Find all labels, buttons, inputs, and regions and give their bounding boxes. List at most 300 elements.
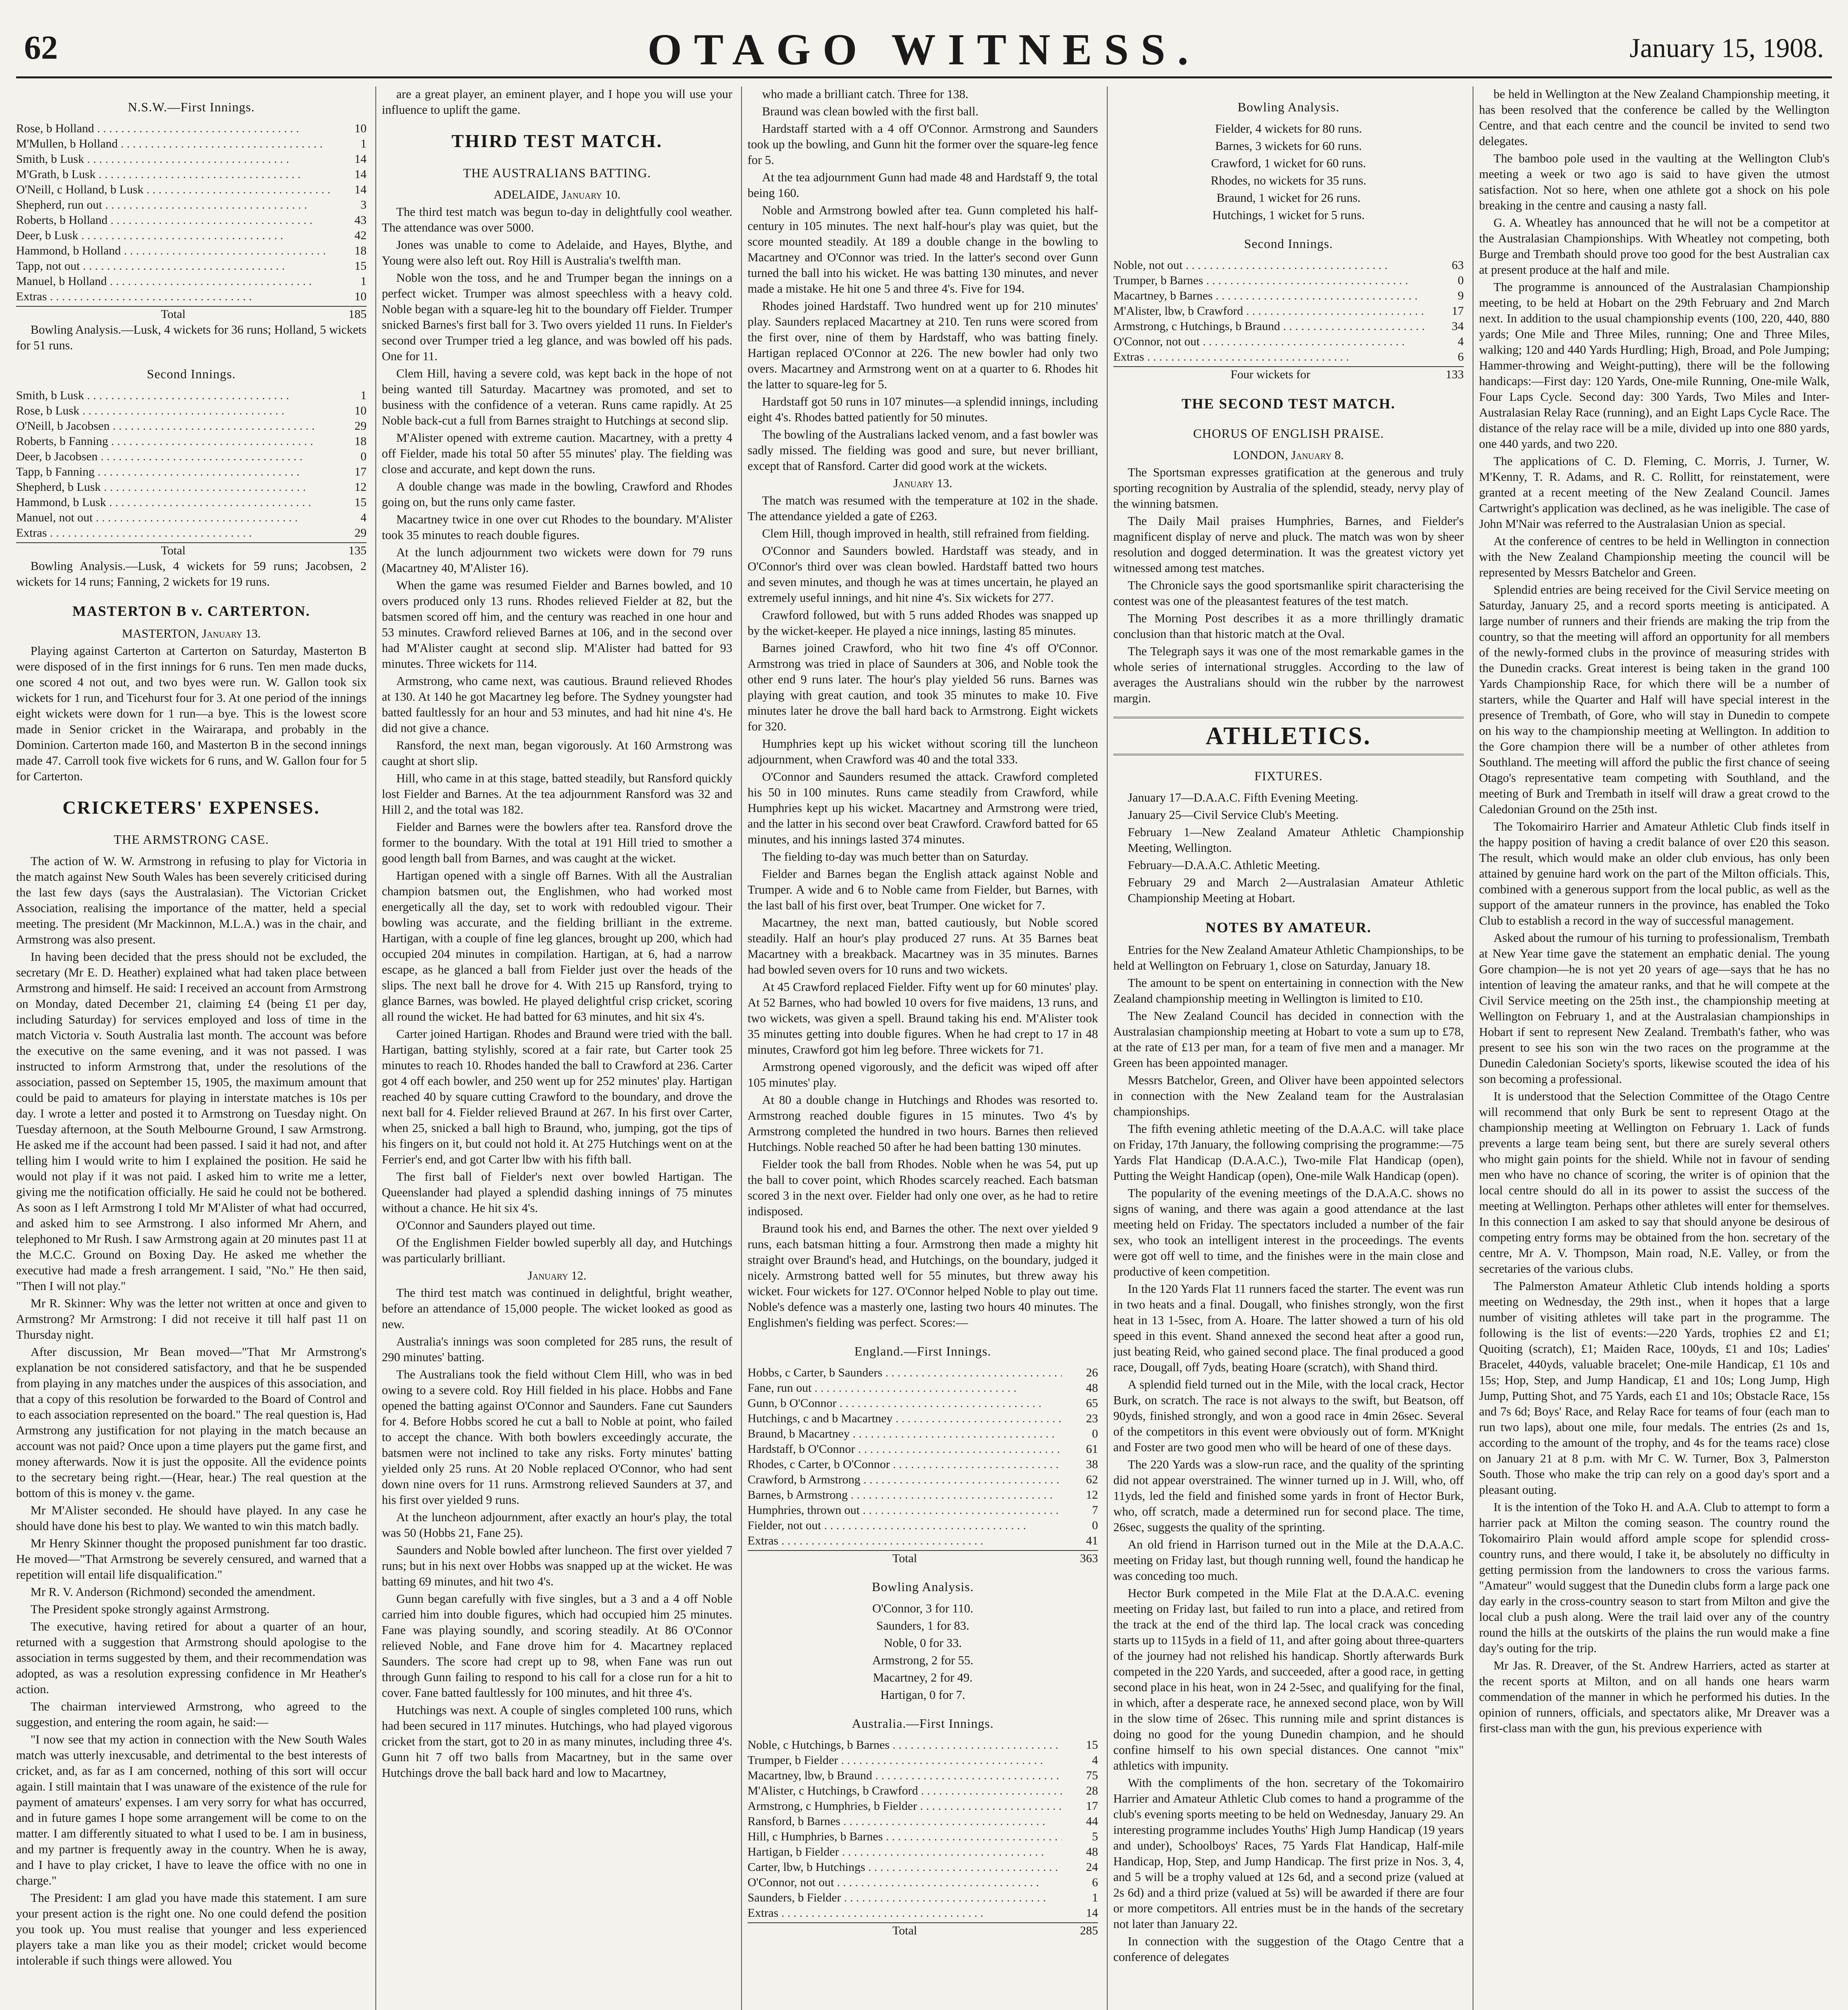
runs: 4 [361, 511, 367, 524]
list-item: Crawford, 1 wicket for 60 runs. [1211, 156, 1366, 170]
runs: 17 [354, 465, 367, 478]
score-row [748, 1860, 1098, 1875]
article-paragraph: The third test match was continued in delightful, bright weather, before an attendance of 15,000 people. The wicket looked as good as new. [382, 1286, 732, 1331]
list-item: February 1—New Zealand Amateur Athletic Championship Meeting, Wellington. [1128, 825, 1464, 855]
score-row [748, 1799, 1098, 1814]
runs: 6 [1092, 1876, 1098, 1889]
article-paragraph: Mr Jas. R. Dreaver, of the St. Andrew Harriers, acted as starter at the recent sports at Milton, and on all hands one hears warm commendation of the manner in which he performed his duties. In the opinion of runners, officials, and spectators alike, Mr Dreaver was a first-class man with the gun, his previous experience with [1479, 1659, 1830, 1735]
runs: 42 [354, 229, 367, 242]
batsman-name: Hill, c Humphries, b Barnes . . . [748, 1829, 1062, 1844]
article-paragraph: At 80 a double change in Hutchings and Rhodes was resorted to. Armstrong reached double figures in 15 minutes. Two 4's by Armstrong completed the hundred in two hours. Barnes then relieved Hutchings. Noble reached 50 after he had been batting 130 minutes. [748, 1093, 1098, 1154]
runs: 24 [1086, 1860, 1098, 1874]
batsman-name: Shepherd, run out . . . [16, 197, 330, 213]
dateline: ADELAIDE, January 10. [494, 188, 621, 201]
scoreboard-heading: Bowling Analysis. [1237, 100, 1340, 114]
score-row [16, 121, 367, 136]
score-row [16, 434, 367, 449]
batsman-name: Fane, run out . . . [748, 1380, 1062, 1396]
scorecard [16, 388, 367, 541]
article-paragraph: At 45 Crawford replaced Fielder. Fifty went up for 60 minutes' play. At 52 Barnes, who had bowled 10 overs for five maidens, 13 runs, and two wickets, was given a spell. Braund taking his end. M'Alister took 35 minutes getting into double figures. When he had crept to 17 in 48 minutes, Crawford got him leg before. Three wickets for 71. [748, 980, 1098, 1056]
article-paragraph: O'Connor and Saunders bowled. Hardstaff was steady, and in O'Connor's third over was clean bowled. Hardstaff batted two hours and seven minutes, and though he was at times uncertain, he played an extremely useful innings, and hit nine 4's. Six wickets for 277. [748, 544, 1098, 605]
batsman-name: O'Connor, not out . . . [748, 1875, 1062, 1890]
batsman-name: Crawford, b Armstrong . . . [748, 1472, 1062, 1487]
issue-date: January 15, 1908. [1629, 33, 1824, 63]
article-paragraph: Ransford, the next man, began vigorously. At 160 Armstrong was caught at short slip. [382, 738, 732, 768]
article-paragraph: Mr M'Alister seconded. He should have played. In any case he should have done his best to play. We wanted to win this match badly. [16, 1503, 367, 1533]
article-paragraph: Jones was unable to come to Adelaide, and Hayes, Blythe, and Young were also left out. Roy Hill is Australia's twelfth man. [382, 238, 732, 267]
article-paragraph: The fifth evening athletic meeting of the D.A.A.C. will take place on Friday, 17th January, the following comprising the programme:—75 Yards Flat Handicap (D.A.A.C.), Two-mile Flat Handicap (open), Putting the Weight Handicap (open), One-mile Walk Handicap (open). [1113, 1122, 1464, 1183]
batsman-name: Deer, b Lusk . . . [16, 228, 330, 243]
article-heading: THIRD TEST MATCH. [451, 131, 663, 151]
article-paragraph: Hill, who came in at this stage, batted steadily, but Ransford quickly lost Fielder and Barnes. At the tea adjournment Ransford was 32 and Hill 2, and the total was 182. [382, 771, 732, 816]
batsman-name: Tapp, b Fanning . . . [16, 464, 330, 480]
scoreboard-heading: N.S.W.—First Innings. [128, 100, 255, 114]
batsman-name: O'Connor, not out . . . [1113, 334, 1428, 349]
batsman-name: O'Neill, b Jacobsen . . . [16, 418, 330, 434]
list-item: Noble, 0 for 33. [884, 1636, 962, 1650]
article-paragraph: G. A. Wheatley has announced that he will not be a competitor at the Australasian Championships. With Wheatley not competing, both Burge and Trembath should prove too good for the best Australian cax at present produce at the half and mile. [1479, 216, 1830, 277]
score-row [748, 1737, 1098, 1753]
article-heading: MASTERTON B v. CARTERTON. [72, 603, 310, 619]
article-paragraph: Armstrong, who came next, was cautious. Braund relieved Rhodes at 130. At 140 he got Macartney leg before. The Sydney youngster had batted faultlessly for an hour and 53 minutes, and had hit nine 4's. He did not give a chance. [382, 674, 732, 735]
runs: 6 [1458, 350, 1464, 363]
article-paragraph: The popularity of the evening meetings of the D.A.A.C. shows no signs of waning, and there was again a good attendance at the last meeting held on Friday. The spectators included a number of the fair sex, who took an intelligent interest in the proceedings. The events were got off well to time, and the finishes were in the main close and productive of keen competition. [1113, 1186, 1464, 1278]
score-row [16, 213, 367, 228]
batsman-name: Carter, lbw, b Hutchings . . . [748, 1860, 1062, 1875]
article-paragraph: Australia's innings was soon completed for 285 runs, the result of 290 minutes' batting. [382, 1335, 732, 1364]
batsman-name: Rose, b Holland . . . [16, 121, 330, 136]
bowling-list [748, 1601, 1098, 1703]
article-paragraph: At the conference of centres to be held in Wellington in connection with the New Zealand Championship meeting the council will be represented by Messrs Batchelor and Green. [1479, 534, 1830, 579]
article-paragraph: Rhodes joined Hardstaff. Two hundred went up for 210 minutes' play. Saunders replaced Macartney at 210. Ten runs were scored from the first over, nine of them by Hardstaff, who was batting finely. Hartigan replaced O'Connor at 226. The new bowler had only two overs. Macartney and Armstrong went on at a quarter to 6. Rhodes hit the latter to square-leg for 5. [748, 299, 1098, 391]
scorecard [748, 1365, 1098, 1549]
article-paragraph: The third test match was begun to-day in delightfully cool weather. The attendance was over 5000. [382, 205, 732, 234]
article-paragraph: Noble and Armstrong bowled after tea. Gunn completed his half-century in 105 minutes. The next half-hour's play was quiet, but the score mounted steadily. At 189 a double change in the bowling to Macartney and O'Connor was tried. In the latter's second over Gunn turned the ball into his wicket. He was batting 130 minutes, and never made a mistake. He hit one 5 and three 4's. Five for 194. [748, 203, 1098, 295]
batsman-name: Noble, not out . . . [1113, 258, 1428, 273]
column-3 [748, 86, 1098, 2010]
batsman-name: Hartigan, b Fielder . . . [748, 1844, 1062, 1860]
score-row [1113, 304, 1464, 319]
score-row [748, 1487, 1098, 1503]
runs: 4 [1458, 335, 1464, 348]
runs: 63 [1452, 258, 1464, 272]
score-row [748, 1503, 1098, 1518]
article-paragraph: The New Zealand Council has decided in connection with the Australasian championship meeting at Hobart to vote a sum up to £78, at the rate of £13 per man, for a team of five men and a manager. Mr Green has been appointed manager. [1113, 1009, 1464, 1070]
batsman-name: Smith, b Lusk . . . [16, 152, 330, 167]
score-row [748, 1814, 1098, 1829]
runs: 3 [361, 198, 367, 211]
column-2 [382, 86, 732, 2010]
score-total: Total 135 [16, 542, 367, 558]
column-rule [1107, 86, 1108, 2010]
score-row [748, 1533, 1098, 1549]
article-paragraph: The Palmerston Amateur Athletic Club intends holding a sports meeting on Wednesday, the 29th inst., when it hopes that a large number of visiting athletes will take part in the programme. The following is the list of events:—220 Yards, trophies £2 and £1; Quoiting (scratch), £1; Maiden Race, 100yds, £1 and 10s; Ladies' Bracelet, 440yds, valuable bracelet; One-mile Handicap, £1 10s and 15s; Hop, Step, and Jump Handicap, £1 and 10s; Long Jump, High Jump, Putting Shot, and 75 Yards, each £1 and 10s; Obstacle Race, 15s and 7s 6d; Boys' Race, and Relay Race for teams of four (each man to run two laps), about one mile, four medals. The entries (2s and 1s, according to the amount of the trophy, and 4s for the teams race) close on January 21 at 8 p.m. with Mr C. W. Turner, Box 3, Palmerston South. Those who make the trip can rely on a good day's sport and a pleasant outing. [1479, 1279, 1830, 1497]
article-paragraph: At the tea adjournment Gunn had made 48 and Hardstaff 9, the total being 160. [748, 170, 1098, 200]
runs: 14 [354, 183, 367, 196]
runs: 29 [354, 526, 367, 539]
batsman-name: Fielder, not out . . . [748, 1518, 1062, 1533]
article-paragraph: Messrs Batchelor, Green, and Oliver have been appointed selectors in connection with the New Zealand team for the Australasian championships. [1113, 1073, 1464, 1118]
list-item: Braund, 1 wicket for 26 runs. [1216, 191, 1361, 205]
article-paragraph: It is understood that the Selection Committee of the Otago Centre will recommend that only Burk be sent to represent Otago at the championship meeting at Wellington on February 1. Lack of funds prevents a large team being sent, but there are surely several others who might gain points for the shield. While not in favour of sending men who have no chance of scoring, the writer is of opinion that the local centre should do all in its power to assist the success of the meeting at Wellington. Perhaps other athletes will enter for themselves. In this connection I am asked to say that should anyone be desirous of competing entry forms may be obtained from the hon. secretary of the centre, Mr A. V. Thompson, Main road, N.E. Valley, or from the secretaries of the various clubs. [1479, 1089, 1830, 1276]
score-row [748, 1472, 1098, 1487]
article-paragraph: The Sportsman expresses gratification at the generous and truly sporting recognition by Australia of the splendid, steady, nervy play of the winning batsmen. [1113, 466, 1464, 511]
article-heading: CRICKETERS' EXPENSES. [62, 797, 320, 818]
scorecard [1113, 258, 1464, 365]
runs: 14 [354, 152, 367, 166]
batsman-name: Shepherd, b Lusk . . . [16, 480, 330, 495]
article-paragraph: Entries for the New Zealand Amateur Athletic Championships, to be held at Wellington on February 1, close on Saturday, January 18. [1113, 943, 1464, 972]
article-paragraph: Macartney twice in one over cut Rhodes to the boundary. M'Alister took 35 minutes to reach double figures. [382, 513, 732, 542]
article-paragraph: "I now see that my action in connection with the New South Wales match was utterly inexcusable, and detrimental to the best interests of cricket, and, as far as I am concerned, nothing of this sort will occur again. I still maintain that I was unaware of the existence of the rule for payment of amateurs' expenses. I am very sorry for what has occurred, and in future games I hope some arrangement will be come to on the matter. I am differently situated to what I used to be. I am in business, and my partner is frequently away in the country. When he is away, and I have to play cricket, I have to leave the office with no one in charge." [16, 1733, 367, 1887]
dateline: LONDON, January 8. [1233, 448, 1344, 462]
batsman-name: Saunders, b Fielder . . . [748, 1890, 1062, 1905]
batsman-name: Rhodes, c Carter, b O'Connor . . . [748, 1457, 1062, 1472]
score-row [16, 403, 367, 418]
score-row [748, 1411, 1098, 1426]
runs: 0 [1092, 1519, 1098, 1532]
runs: 48 [1086, 1845, 1098, 1858]
article-paragraph: Hardstaff got 50 runs in 107 minutes—a splendid innings, including eight 4's. Rhodes batted patiently for 50 minutes. [748, 395, 1098, 424]
scorecard [16, 121, 367, 304]
score-row [748, 1905, 1098, 1921]
article-paragraph: Crawford followed, but with 5 runs added Rhodes was snapped up by the wicket-keeper. He played a nice innings, lasting 85 minutes. [748, 608, 1098, 638]
batsman-name: O'Neill, c Holland, b Lusk . . . [16, 182, 330, 197]
page-columns [16, 86, 1832, 2010]
scoreboard-heading: Australia.—First Innings. [852, 1716, 994, 1731]
bowling-analysis: Bowling Analysis.—Lusk, 4 wickets for 59 runs; Jacobsen, 2 wickets for 14 runs; Fanning, 2 wickets for 19 runs. [16, 559, 367, 589]
runs: 1 [361, 389, 367, 402]
list-item: O'Connor, 3 for 110. [872, 1602, 973, 1615]
batsman-name: Smith, b Lusk . . . [16, 388, 330, 403]
scorecard [748, 1737, 1098, 1921]
score-row [16, 449, 367, 464]
score-total: Total 363 [748, 1550, 1098, 1566]
score-row [748, 1396, 1098, 1411]
score-row [16, 167, 367, 182]
score-row [748, 1783, 1098, 1799]
article-paragraph: Armstrong opened vigorously, and the deficit was wiped off after 105 minutes' play. [748, 1060, 1098, 1089]
score-row [16, 388, 367, 403]
batsman-name: Hardstaff, b O'Connor . . . [748, 1442, 1062, 1457]
list-item: Barnes, 3 wickets for 60 runs. [1215, 139, 1362, 153]
column-4 [1113, 86, 1464, 2010]
score-row [16, 495, 367, 510]
article-paragraph: Splendid entries are being received for the Civil Service meeting on Saturday, January 25, and a record sports meeting is anticipated. A large number of runners and their friends are making the trip from the country, so that the meeting will afford an opportunity for all members of the newly-formed clubs in the province of measuring strides with the Dunedin cracks. Great interest is being taken in the grand 100 Yards Championship Race, for which there will be a number of starters, while the Quarter and Half will have special interest in the presence of Trembath, of Gore, who will stay in Dunedin to compete on his way to the championship meeting at Wellington. In addition to the Gore champion there will be a number of other athletes from Southland. The meeting will afford the public the first chance of seeing Otago's representative team competing with Southland, and the meeting of Burk and Trembath in itself will draw a great crowd to the Caledonian Ground on the 25th inst. [1479, 583, 1830, 816]
score-row [1113, 273, 1464, 288]
batsman-name: Trumper, b Fielder . . . [748, 1753, 1062, 1768]
fixtures-list [1113, 790, 1464, 906]
runs: 0 [1092, 1427, 1098, 1440]
runs: 0 [1458, 274, 1464, 287]
batsman-name: Macartney, b Barnes . . . [1113, 288, 1428, 304]
column-rule [741, 86, 742, 2010]
score-row [16, 258, 367, 274]
article-subheading: FIXTURES. [1254, 769, 1323, 783]
batsman-name: Tapp, not out . . . [16, 258, 330, 274]
score-row [16, 243, 367, 258]
score-row [16, 418, 367, 434]
article-paragraph: Barnes joined Crawford, who hit two fine 4's off O'Connor. Armstrong was tried in place of Saunders at 306, and Noble took the other end 9 runs later. The hour's play yielded 56 runs. Barnes was playing with great caution, and took 35 minutes to make 10. Five minutes later he drove the ball hard back to Armstrong. Eight wickets for 320. [748, 641, 1098, 733]
article-paragraph: Braund took his end, and Barnes the other. The next over yielded 9 runs, each batsman hitting a four. Armstrong then made a mighty hit straight over Braund's head, and Hutchings, on the boundary, judged it nicely. Armstrong batted well for 55 minutes, but threw away his wicket. Four wickets for 127. O'Connor helped Noble to play out time. Noble's defence was a masterly one, lasting two hours 40 minutes. The Englishmen's fielding was perfect. Scores:— [748, 1222, 1098, 1329]
runs: 43 [354, 213, 367, 227]
article-paragraph: Hector Burk competed in the Mile Flat at the D.A.A.C. evening meeting on Friday last, but failed to run into a place, and retired from the track at the end of the third lap. The local crack was conceding starts up to 115yds in a field of 11, and after going about three-quarters of the journey had not relished his handicap. Shortly afterwards Burk competed in the 220 Yards, and succeeded, after a good race, in getting second place in his heat, won in 24 2-5sec, and qualifying for the final, in which, after a desperate race, he annexed second place, won by Will in the slow time of 26sec. This running mile and sprint distances is doing no good for the young Dunedin champion, and he should confine himself to his own special distances. One cannot "mix" athletics with impunity. [1113, 1586, 1464, 1772]
article-paragraph: The Australians took the field without Clem Hill, who was in bed owing to a severe cold. Roy Hill fielded in his place. Hobbs and Fane opened the batting against O'Connor and Saunders. Fane cut Saunders for 4. Before Hobbs scored he cut a ball to Noble at point, who failed to accept the chance. With both bowlers exceedingly accurate, the batsmen were not inclined to take any risks. Forty minutes' batting yielded only 25 runs. At 20 Noble replaced O'Connor, who had sent down nine overs for 11 runs. Armstrong relieved Saunders at 37, and his first over yielded 9 runs. [382, 1368, 732, 1507]
runs: 10 [354, 404, 367, 417]
article-paragraph: Clem Hill, though improved in health, still refrained from fielding. [762, 527, 1090, 540]
score-row [16, 274, 367, 289]
list-item: Hartigan, 0 for 7. [880, 1688, 965, 1702]
batsman-name: Extras . . . [748, 1905, 1062, 1921]
article-paragraph: Asked about the rumour of his turning to professionalism, Trembath at New Year time gave the statement an emphatic denial. The young Gore champion—he is not yet 20 years of age—says that he has no intention of leaving the amateur ranks, and that he will compete at the Civil Service meeting on the 25th inst., the championship meeting at Wellington on February 1, and at the Australasian championships in Hobart if sent to represent New Zealand. Trembath's father, who was present to see his son win the two races on the programme at the Dunedin Caledonian Society's sports, likewise scouted the idea of his son becoming a professional. [1479, 931, 1830, 1086]
article-heading: NOTES BY AMATEUR. [1205, 919, 1372, 935]
runs: 1 [361, 137, 367, 150]
batsman-name: Manuel, not out . . . [16, 510, 330, 525]
page-number: 62 [24, 29, 58, 66]
article-paragraph: Mr R. Skinner: Why was the letter not written at once and given to Armstrong? Mr Armstrong: I did not receive it till half past 11 on Thursday night. [16, 1296, 367, 1341]
runs: 23 [1086, 1412, 1098, 1425]
batsman-name: Ransford, b Barnes . . . [748, 1814, 1062, 1829]
runs: 62 [1086, 1473, 1098, 1486]
list-item: January 25—Civil Service Club's Meeting. [1128, 808, 1339, 822]
runs: 10 [354, 290, 367, 303]
column-rule [375, 86, 376, 2010]
article-paragraph: Hutchings was next. A couple of singles completed 100 runs, which had been secured in 117 minutes. Hutchings, who had played vigorous cricket from the start, got to 20 in as many minutes, including three 4's. Gunn hit 7 off two balls from Macartney, but in the same over Hutchings drove the ball back hard and low to Macartney, [382, 1703, 732, 1780]
score-total: Four wickets for 133 [1113, 366, 1464, 382]
article-paragraph: The applications of C. D. Fleming, C. Morris, J. Turner, W. M'Kenny, T. R. Adams, and R. C. Rollitt, for reinstatement, were granted at a recent meeting of the New Zealand Council. James Cartwright's application was declined, as he was ineligible. The case of John M'Nair was referred to the Australasian Union as special. [1479, 454, 1830, 531]
article-paragraph: Mr Henry Skinner thought the proposed punishment far too drastic. He moved—"That Armstrong be severely censured, and warned that a repetition will entail life disqualification." [16, 1536, 367, 1581]
article-paragraph: Fielder and Barnes began the English attack against Noble and Trumper. A wide and 6 to Noble came from Fielder, but Barnes, with the last ball of his first over, beat Trumper. One wicket for 7. [748, 867, 1098, 912]
scoreboard-heading: Second Innings. [1244, 236, 1333, 251]
runs: 44 [1086, 1815, 1098, 1828]
article-paragraph: The Daily Mail praises Humphries, Barnes, and Fielder's magnificent display of nerve and pluck. The match was won by sheer resolution and dogged determination. It was the greatest victory yet witnessed among test matches. [1113, 514, 1464, 575]
article-paragraph: The Tokomairiro Harrier and Amateur Athletic Club finds itself in the happy position of having a credit balance of over £20 this season. The result, which would make an older club envious, has only been attained by genuine hard work on the part of the Milton officials. This, combined with a generous support from the local public, as well as the support of the amateur runners in the province, has enabled the Toko Club to establish a record in the way of successful management. [1479, 820, 1830, 927]
runs: 65 [1086, 1397, 1098, 1410]
score-row [16, 525, 367, 541]
batsman-name: Roberts, b Holland . . . [16, 213, 330, 228]
article-paragraph: Playing against Carterton at Carterton on Saturday, Masterton B were disposed of in the first innings for 6 runs. Ten men made ducks, one scored 4 not out, and two byes were run. W. Gallon took six wickets for 1 run, and Ticehurst four for 3. At one period of the innings eight wickets were down for 1 run—a bye. This is the lowest score made in Senior cricket in the Wairarapa, and probably in the Dominion. Carterton made 160, and Masterton B in the second innings made 47. Carroll took five wickets for 6 runs, and W. Gallon four for 5 for Carterton. [16, 644, 367, 783]
article-paragraph: At the lunch adjournment two wickets were down for 79 runs (Macartney 40, M'Alister 16). [382, 546, 732, 575]
scoreboard-heading: England.—First Innings. [854, 1344, 992, 1358]
article-subheading: CHORUS OF ENGLISH PRAISE. [1193, 426, 1384, 441]
section-heading-athletics: ATHLETICS. [1113, 717, 1464, 755]
batsman-name: M'Alister, c Hutchings, b Crawford . . . [748, 1783, 1062, 1799]
article-heading: THE SECOND TEST MATCH. [1181, 396, 1396, 412]
runs: 1 [361, 275, 367, 288]
score-row [16, 228, 367, 243]
article-paragraph: The first ball of Fielder's next over bowled Hartigan. The Queenslander had played a splendid dashing innings of 75 minutes without a chance. He hit six 4's. [382, 1170, 732, 1215]
score-row [748, 1890, 1098, 1905]
article-paragraph: O'Connor and Saunders resumed the attack. Crawford completed his 50 in 100 minutes. Runs came steadily from Crawford, while Humphries kept up his wicket. Macartney and Armstrong were tried, and the latter in his second over beat Crawford. Crawford batted for 65 minutes, and his innings lasted 374 minutes. [748, 770, 1098, 846]
batsman-name: Macartney, lbw, b Braund . . . [748, 1768, 1062, 1783]
runs: 14 [354, 168, 367, 181]
article-paragraph: The President: I am glad you have made this statement. I am sure your present action is the right one. No one could defend the position you took up. You must realise that younger and less experienced players take a man like you as their model; cricket would become intolerable if such things were allowed. You [16, 1891, 367, 1967]
article-paragraph: The bowling of the Australians lacked venom, and a fast bowler was sadly missed. The fielding was good and sure, but never brilliant, except that of Ransford. Carter did good work at the wickets. [748, 428, 1098, 473]
article-paragraph: In connection with the suggestion of the Otago Centre that a conference of delegates [1113, 1934, 1464, 1964]
article-paragraph: Fielder and Barnes were the bowlers after tea. Ransford drove the former to the boundary. With the total at 191 Hill tried to smother a good length ball from Barnes, and was caught at the wicket. [382, 820, 732, 865]
score-row [748, 1380, 1098, 1396]
runs: 9 [1458, 289, 1464, 302]
list-item: Rhodes, no wickets for 35 runs. [1211, 174, 1367, 187]
score-row [1113, 319, 1464, 334]
batsman-name: Armstrong, c Humphries, b Fielder . . . [748, 1799, 1062, 1814]
article-paragraph: O'Connor and Saunders played out time. [396, 1218, 596, 1232]
score-row [16, 197, 367, 213]
column-1 [16, 86, 367, 2010]
batsman-name: Hammond, b Holland . . . [16, 243, 330, 258]
article-paragraph: Saunders and Noble bowled after luncheon. The first over yielded 7 runs; but in his next over Hobbs was snapped up at the wicket. He was batting 69 minutes, and hit two 4's. [382, 1543, 732, 1588]
score-row [16, 182, 367, 197]
article-paragraph: An old friend in Harrison turned out in the Mile at the D.A.A.C. meeting on Friday last, but though running well, found the handicap he was conceding too much. [1113, 1538, 1464, 1583]
runs: 15 [1086, 1738, 1098, 1752]
score-row [1113, 258, 1464, 273]
batsman-name: M'Alister, lbw, b Crawford . . . [1113, 304, 1428, 319]
article-paragraph: Humphries kept up his wicket without scoring till the luncheon adjournment, when Crawford was 40 and the total 333. [748, 737, 1098, 766]
runs: 26 [1086, 1366, 1098, 1379]
article-paragraph: When the game was resumed Fielder and Barnes bowled, and 10 overs produced only 13 runs. Rhodes relieved Fielder at 82, but the batsmen scored off him, and the century was reached in one hour and 53 minutes. Crawford relieved Barnes at 106, and in the second over had M'Alister caught at second slip. M'Alister had batted for 93 minutes. Three wickets for 114. [382, 578, 732, 671]
article-paragraph: In the 120 Yards Flat 11 runners faced the starter. The event was run in two heats and a final. Dougall, who finishes strongly, won the first heat in 13 1-5sec, from A. Hoare. The latter showed a turn of his old speed in this event. Shand annexed the second heat after a good run, just beating Reid, who gained second place. The final produced a good race, Dougall, off 7yds, beating Hoare (scratch), with Shand third. [1113, 1282, 1464, 1374]
score-row [16, 510, 367, 525]
batsman-name: Barnes, b Armstrong . . . [748, 1487, 1062, 1503]
runs: 0 [361, 450, 367, 463]
list-item: January 17—D.A.A.C. Fifth Evening Meeting. [1128, 791, 1358, 804]
batsman-name: Extras . . . [748, 1533, 1062, 1549]
article-paragraph: The Chronicle says the good sportsmanlike spirit characterising the contest was one of the pleasantest features of the test match. [1113, 578, 1464, 608]
article-paragraph: Hardstaff started with a 4 off O'Connor. Armstrong and Saunders took up the bowling, and Gunn hit the former over the square-leg fence for 5. [748, 122, 1098, 167]
article-paragraph: Noble won the toss, and he and Trumper began the innings on a perfect wicket. Trumper was almost speechless with a heavy cold. Noble began with a square-leg hit to the boundary off Fielder. Trumper snicked Barnes's first ball for 3. Two overs yielded 11 runs. In Fielder's second over Trumper tried a leg glance, and was bowled off his pads. One for 11. [382, 271, 732, 363]
runs: 41 [1086, 1534, 1098, 1547]
article-paragraph: With the compliments of the hon. secretary of the Tokomairiro Harrier and Amateur Athletic Club comes to hand a programme of the club's evening sports meeting to be held on Wednesday, January 29. An interesting programme includes Youths' High Jump Handicap (19 years and under), Schoolboys' Races, 75 Yards Flat Handicap, Half-mile Handicap, Hop, Step, and Jump Handicap. The first prize in Nos. 3, 4, and 5 will be a trophy valued at 12s 6d, and a second prize (valued at 2s 6d) and a third prize (valued at 5s) will be awarded if there are four or more competitors. All entries must be in the hands of the secretary not later than January 22. [1113, 1776, 1464, 1931]
runs: 12 [354, 480, 367, 494]
list-item: Saunders, 1 for 83. [876, 1619, 969, 1633]
score-row [748, 1875, 1098, 1890]
article-paragraph: M'Alister opened with extreme caution. Macartney, with a pretty 4 off Fielder, made his total 50 after 55 minutes' play. The fielding was close and accurate, and kept down the runs. [382, 431, 732, 476]
article-subheading: THE AUSTRALIANS BATTING. [463, 166, 651, 180]
runs: 14 [1086, 1906, 1098, 1920]
article-paragraph: The 220 Yards was a slow-run race, and the quality of the sprinting did not appear overstrained. The winner turned up in J. Will, who, off 11yds, led the field and finished some yards in front of Hector Burk, who, off scratch, made a determined run for second place. The time, 26sec, suggests the quality of the sprinting. [1113, 1458, 1464, 1534]
batsman-name: Braund, b Macartney . . . [748, 1426, 1062, 1442]
runs: 1 [1092, 1891, 1098, 1904]
batsman-name: Manuel, b Holland . . . [16, 274, 330, 289]
masthead [16, 16, 1832, 78]
list-item: February—D.A.A.C. Athletic Meeting. [1128, 858, 1320, 872]
article-paragraph: The chairman interviewed Armstrong, who agreed to the suggestion, and entering the room again, he said:— [16, 1700, 367, 1729]
article-paragraph: Macartney, the next man, batted cautiously, but Noble scored steadily. Half an hour's play produced 27 runs. At 35 Barnes beat Macartney with a breakback. Macartney was in 35 minutes. Barnes had bowled seven overs for 10 runs and two wickets. [748, 916, 1098, 976]
batsman-name: Gunn, b O'Connor . . . [748, 1396, 1062, 1411]
score-row [748, 1768, 1098, 1783]
list-item: Hutchings, 1 wicket for 5 runs. [1212, 208, 1365, 222]
batsman-name: Deer, b Jacobsen . . . [16, 449, 330, 464]
article-subheading: THE ARMSTRONG CASE. [113, 832, 269, 847]
list-item: Fielder, 4 wickets for 80 runs. [1215, 122, 1362, 135]
batsman-name: Humphries, thrown out . . . [748, 1503, 1062, 1518]
article-paragraph: A double change was made in the bowling, Crawford and Rhodes going on, but the runs only came faster. [382, 480, 732, 509]
batsman-name: Rose, b Lusk . . . [16, 403, 330, 418]
batsman-name: Hutchings, c and b Macartney . . . [748, 1411, 1062, 1426]
score-row [1113, 288, 1464, 304]
bowling-list [1113, 121, 1464, 223]
score-row [748, 1426, 1098, 1442]
runs: 18 [354, 435, 367, 448]
bowling-analysis: Bowling Analysis.—Lusk, 4 wickets for 36 runs; Holland, 5 wickets for 51 runs. [16, 323, 367, 352]
runs: 38 [1086, 1458, 1098, 1471]
batsman-name: Noble, c Hutchings, b Barnes . . . [748, 1737, 1062, 1753]
article-paragraph: Braund was clean bowled with the first ball. [762, 105, 979, 118]
article-paragraph: The bamboo pole used in the vaulting at the Wellington Club's meeting a week or two ago is said to have given the utmost satisfaction. Not so here, when one athlete got a shock on his pole breaking in the centre and causing a nasty fall. [1479, 152, 1830, 212]
article-paragraph: The President spoke strongly against Armstrong. [31, 1602, 270, 1616]
score-row [1113, 349, 1464, 365]
score-total: Total 185 [16, 306, 367, 322]
batsman-name: M'Mullen, b Holland . . . [16, 136, 330, 152]
dateline: MASTERTON, January 13. [122, 627, 261, 640]
article-paragraph: The action of W. W. Armstrong in refusing to play for Victoria in the match against New South Wales has been severely criticised during the last few days (says the Australasian). The Victorian Cricket Association, realising the importance of the matter, held a special meeting. The president (Mr Mackinnon, M.L.A.) was in the chair, and Armstrong was also present. [16, 854, 367, 946]
runs: 28 [1086, 1784, 1098, 1797]
score-total: Total 285 [748, 1922, 1098, 1938]
list-item: Macartney, 2 for 49. [873, 1671, 973, 1684]
score-row [748, 1518, 1098, 1533]
article-paragraph: The executive, having retired for about a quarter of an hour, returned with a suggestion that Armstrong should apologise to the association in terms suggested by them, and their recommendation was adopted, as was a resolution expressing confidence in Mr Heather's action. [16, 1620, 367, 1696]
batsman-name: Hammond, b Lusk . . . [16, 495, 330, 510]
batsman-name: Trumper, b Barnes . . . [1113, 273, 1428, 288]
dateline: January 12. [527, 1269, 587, 1282]
runs: 17 [1086, 1799, 1098, 1813]
article-paragraph: It is the intention of the Toko H. and A.A. Club to attempt to form a harrier pack at Milton the coming season. The country round the Tokomairiro Plain would afford ample scope for splendid cross-country runs, and there would, I take it, be absolutely no difficulty in getting permission from the landowners to cross the various farms. "Amateur" would suggest that the Dunedin clubs form a large pack one day early in the cross-country season to start from Milton and give the local club a push along. Were the trail laid over any of the country round the hills at the outskirts of the plains the run would make a fine day's outing for the trip. [1479, 1500, 1830, 1655]
runs: 4 [1092, 1754, 1098, 1767]
runs: 7 [1092, 1503, 1098, 1517]
runs: 61 [1086, 1442, 1098, 1456]
article-paragraph: Fielder took the ball from Rhodes. Noble when he was 54, put up the ball to cover point, which Rhodes scarcely reached. Each batsman scored 3 in the next over. Fielder had only one over, as he had to retire indisposed. [748, 1157, 1098, 1218]
runs: 17 [1452, 304, 1464, 318]
score-row [16, 464, 367, 480]
article-paragraph: The match was resumed with the temperature at 102 in the shade. The attendance yielded a gate of £263. [748, 494, 1098, 523]
score-row [16, 152, 367, 167]
score-row [748, 1753, 1098, 1768]
article-paragraph: The Morning Post describes it as a more thrillingly dramatic conclusion than that historic match at the Oval. [1113, 611, 1464, 641]
batsman-name: Extras . . . [16, 289, 330, 304]
score-row [16, 480, 367, 495]
runs: 15 [354, 496, 367, 509]
article-paragraph: At the luncheon adjournment, after exactly an hour's play, the total was 50 (Hobbs 21, Fane 25). [382, 1510, 732, 1540]
runs: 34 [1452, 320, 1464, 333]
batsman-name: M'Grath, b Lusk . . . [16, 167, 330, 182]
list-item: Armstrong, 2 for 55. [872, 1653, 973, 1667]
batsman-name: Armstrong, c Hutchings, b Braund . . . [1113, 319, 1428, 334]
runs: 15 [354, 259, 367, 273]
scoreboard-heading: Bowling Analysis. [872, 1579, 974, 1594]
score-row [16, 289, 367, 304]
score-row [748, 1442, 1098, 1457]
article-paragraph: Gunn began carefully with five singles, but a 3 and a 4 off Noble carried him into double figures, which had occupied him 25 minutes. Fane was playing soundly, and scoring steadily. At 86 O'Connor relieved Noble, and Fane drove him for 4. Macartney replaced Saunders. The score had crept up to 98, when Fane was run out through Gunn failing to respond to his call for a close run for a hit to cover. Fane batted faultlessly for 100 minutes, and hit three 4's. [382, 1592, 732, 1700]
article-paragraph: Hartigan opened with a single off Barnes. With all the Australian champion batsmen out, the Englishmen, who had worked most energetically all the day, set to work with redoubled vigour. Their bowling was accurate, and the fielding brilliant in the extreme. Hartigan, with a couple of fine leg glances, brought up 200, which had occupied 204 minutes in compilation. Hartigan, at 6, had a narrow escape, as he glanced a ball from Fielder just over the heads of the slips. The next ball he drove for 4. With 215 up Ransford, trying to glance Barnes, was bowled. He played delightful crisp cricket, scoring all round the wicket. He had batted for 63 minutes, and hit six 4's. [382, 869, 732, 1023]
runs: 12 [1086, 1488, 1098, 1501]
score-row [748, 1829, 1098, 1844]
newspaper-title: OTAGO WITNESS. [647, 25, 1201, 74]
score-row [16, 136, 367, 152]
article-paragraph: The programme is announced of the Australasian Championship meeting, to be held at Hobart on the 29th February and 2nd March next. In addition to the usual championship events (100, 220, 440, 880 yards; One Mile and Three Miles, running; One and Three Miles, walking; 120 and 440 Yards Hurdling; High, Broad, and Pole Jumping; Hammer-throwing and Weight-putting), there will be the following handicaps:—First day: 120 Yards, One-mile Running, One-mile Walk, Four Laps Cycle. Second day: 300 Yards, Two Miles and Inter-Australasian Relay Race (running), and an Eight Laps Cycle Race. The distance of the relay race will be a mile, divided up into one 880 yards, one 440 yards, and two 220. [1479, 280, 1830, 451]
score-row [748, 1457, 1098, 1472]
article-paragraph: A splendid field turned out in the Mile, with the local crack, Hector Burk, on scratch. The race is not always to the swift, but Beatson, off 90yds, finished strongly, and won a good race in 4min 26sec. Several of the competitors in this event were obviously out of form. M'Knight and Foster are two good men who will be heard of one of these days. [1113, 1378, 1464, 1454]
runs: 18 [354, 244, 367, 257]
runs: 48 [1086, 1381, 1098, 1395]
article-paragraph: be held in Wellington at the New Zealand Championship meeting, it has been resolved that the conference be called by the Wellington Centre, and that each centre and the council be invited to send two delegates. [1479, 87, 1830, 148]
dateline: January 13. [893, 476, 953, 490]
runs: 10 [354, 122, 367, 135]
score-row [748, 1844, 1098, 1860]
runs: 29 [354, 419, 367, 433]
runs: 5 [1092, 1830, 1098, 1843]
article-paragraph: The Telegraph says it was one of the most remarkable games in the whole series of international struggles. According to the law of averages the Australians should win the rubber by the narrowest margin. [1113, 644, 1464, 705]
article-paragraph: are a great player, an eminent player, and I hope you will use your influence to uplift the game. [382, 87, 732, 117]
